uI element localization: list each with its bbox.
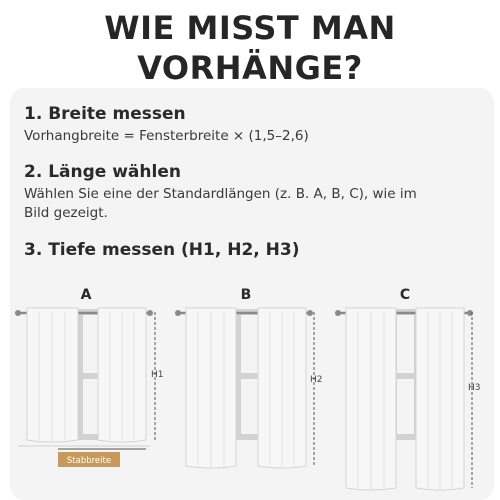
rod-finial-icon (307, 310, 313, 316)
rod-finial-icon (15, 310, 21, 316)
step1-heading: 1. Breite messen (24, 104, 186, 124)
title-line-1: WIE MISST MAN (104, 9, 396, 47)
measure-label-h1: H1 (151, 370, 164, 380)
rod-width-label: Stabbreite (66, 456, 112, 466)
page-title (0, 8, 500, 88)
figure-a (15, 287, 164, 467)
figure-c (335, 287, 481, 490)
curtain-diagram (0, 282, 500, 500)
figure-c-label: C (399, 287, 411, 303)
title-line-2: VORHÄNGE? (137, 49, 363, 87)
rod-finial-icon (335, 310, 341, 316)
step1-text: Vorhangbreite = Fensterbreite × (1,5–2,6) (24, 128, 309, 144)
curtain-panels-c (346, 308, 464, 490)
step2-heading: 2. Länge wählen (24, 162, 181, 182)
rod-finial-icon (147, 310, 153, 316)
measure-label-h3: H3 (468, 383, 481, 393)
step2-text-line1: Wählen Sie eine der Standardlängen (z. B. A, B, C), wie im (24, 186, 417, 202)
rod-finial-icon (175, 310, 181, 316)
figure-b (175, 287, 323, 468)
figure-b-label: B (240, 287, 252, 303)
curtain-panels-b (186, 308, 306, 468)
figure-a-label: A (80, 287, 92, 303)
step3-heading: 3. Tiefe messen (H1, H2, H3) (24, 240, 300, 260)
step2-text-line2: Bild gezeigt. (24, 205, 108, 221)
measure-label-h2: H2 (310, 375, 323, 385)
